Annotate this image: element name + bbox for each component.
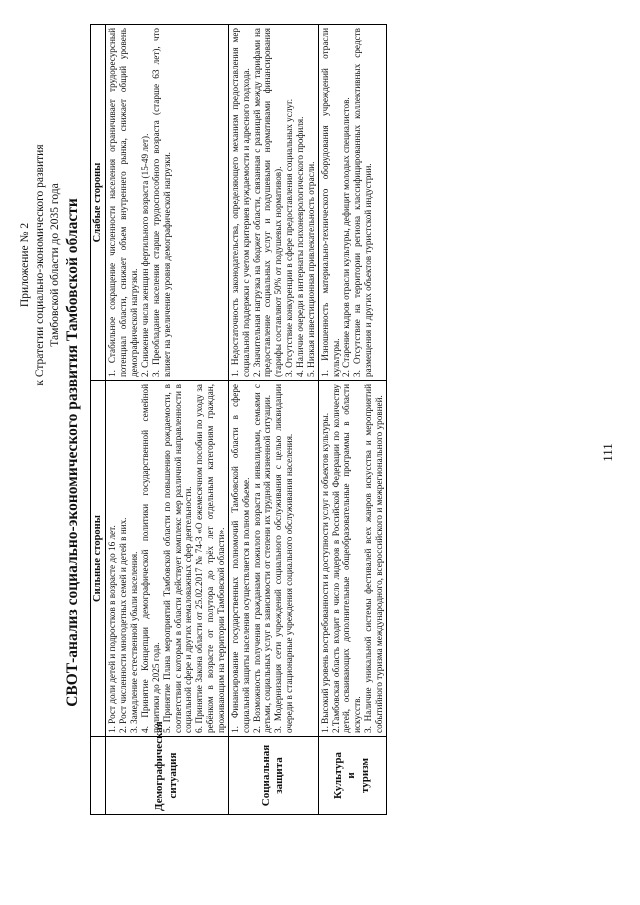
weaknesse-item: 1. Недостаточность законодательства, определяющего механизм предоставления мер социальной поддержки с учетом критериев нуждаемости и адресного подхода. — [229, 28, 251, 377]
weaknesses-header: Слабые стороны — [91, 25, 106, 381]
swot-table — [90, 24, 387, 815]
strength-item: 2. Возможность получения гражданами пожилого возраста и инвалидами, семьями с детьми, социальных услуг в зависимости от степени их трудной жизненной ситуации. — [251, 384, 273, 733]
strength-item: 4. Принятие Концепции демографической политики государственной семейной политики до 2025 года. — [139, 384, 161, 733]
weaknesse-item: 3. Преобладание населения старше трудоспособного возраста (старше 63 лет), что влияет на увеличение уровня демографической нагрузки. — [150, 28, 172, 377]
table-row — [106, 25, 228, 815]
weaknesse-item: 4. Наличие очереди в интернаты психоневрологического профиля. — [294, 116, 305, 377]
strength-item: 6. Принятие Закона области от 25.02.2017 № 74-З «О ежемесячном пособии по уходу за ребёнком в возрасте от полутора до трёх лет отдельным категориям граждан, проживающим на территории Тамбовской области». — [194, 384, 226, 733]
blank-header-cell — [91, 737, 106, 815]
table-header-row — [91, 25, 106, 815]
strength-item: 3. Наличие уникальной системы фестивалей всех жанров искусства и мероприятий событийного туризма международного, всероссийского и межрегионального уровней. — [363, 384, 384, 733]
section-name — [228, 737, 318, 815]
section-name — [318, 737, 386, 815]
table-row — [228, 25, 318, 815]
section-name-line: Культура — [331, 752, 344, 799]
annex-note — [18, 120, 63, 410]
section-name-line: защита — [273, 757, 286, 794]
section-name-line: Социальная — [259, 744, 272, 807]
document-title: СВОТ-анализ социально-экономического развития Тамбовской области — [64, 198, 81, 707]
weaknesse-item: 3. Отсутствие на территории региона классифицированных коллективных средств размещения и других объектов туристской индустрии. — [352, 28, 374, 377]
annex-strategy: к Стратегии социально-экономического развития — [34, 144, 46, 386]
weaknesses-cell — [318, 25, 386, 381]
strengths-cell — [318, 381, 386, 737]
section-name-line: ситуация — [167, 752, 180, 799]
annex-number: Приложение № 2 — [19, 222, 31, 308]
strength-item: 1. Высокий уровень востребованности и доступности услуг и объектов культуры. — [319, 412, 330, 733]
strengths-header: Сильные стороны — [91, 381, 106, 737]
weaknesse-item: 2. Снижение числа женщин фертильного возраста (15-49 лет). — [139, 133, 150, 377]
strength-item: 2. Рост численности многодетных семей и детей в них. — [118, 517, 129, 733]
weaknesse-item: 1. Стабильное сокращение численности населения ограничивает трудоресурсный потенциал области, снижает объем внутреннего рынка, снижает общий уровень демографической нагрузки. — [107, 28, 140, 377]
strength-item: 5. Принятие Плана мероприятий Тамбовской области по повышению рождаемости, в соответствии с которым в области действует комплекс мер различной направленности в социальной сфере и других немаловажных сфер деятельности. — [161, 384, 194, 733]
table-row — [318, 25, 386, 815]
annex-region: Тамбовской области до 2035 года — [49, 183, 61, 347]
strength-item: 2.Тамбовская область входит в число лидеров в Российской Федерации по количеству детей, осваивающих дополнительные общеобразовательные программы в области искусств. — [330, 384, 363, 733]
section-name-line: и — [345, 772, 358, 779]
strengths-cell — [106, 381, 228, 737]
strength-item: 1. Рост доли детей и подростков в возрасте до 16 лет. — [107, 525, 118, 733]
page-number: 111 — [600, 443, 615, 462]
section-name — [106, 721, 228, 815]
weaknesses-cell — [106, 25, 228, 381]
strength-item: 1. Финансирование государственных полномочий Тамбовской области в сфере социальной защиты населения осуществляется в полном объеме. — [229, 384, 251, 733]
section-name-line: Демографическая — [153, 721, 166, 811]
weaknesse-item: 2. Значительная нагрузка на бюджет области, связанная с разницей между тарифами на предоставление социальных услуг и подушевыми нормативами финансирования (тарифы составляют 50% от подушевых нормативов). — [251, 28, 284, 377]
section-name-line: туризм — [359, 758, 372, 793]
weaknesse-item: 1. Изношенность материально-технического оборудования учреждений отрасли культуры. — [319, 28, 341, 377]
strengths-cell — [228, 381, 318, 737]
weaknesse-item: 5. Низкая инвестиционная привлекательность отрасли. — [305, 161, 316, 377]
weaknesses-cell — [228, 25, 318, 381]
swot-table-body — [106, 25, 386, 815]
strength-item: 3. Замедление естественной убыли населения. — [129, 551, 140, 733]
strength-item: 3. Модернизация сети учреждений социального обслуживания с целью ликвидации очереди в стационарные учреждения социального обслуживания населения. — [273, 384, 295, 733]
weaknesse-item: 2. Старение кадров отрасли культуры, дефицит молодых специалистов. — [341, 97, 352, 377]
weaknesse-item: 3. Отсутствие конкуренции в сфере предоставления социальных услуг. — [284, 98, 295, 377]
